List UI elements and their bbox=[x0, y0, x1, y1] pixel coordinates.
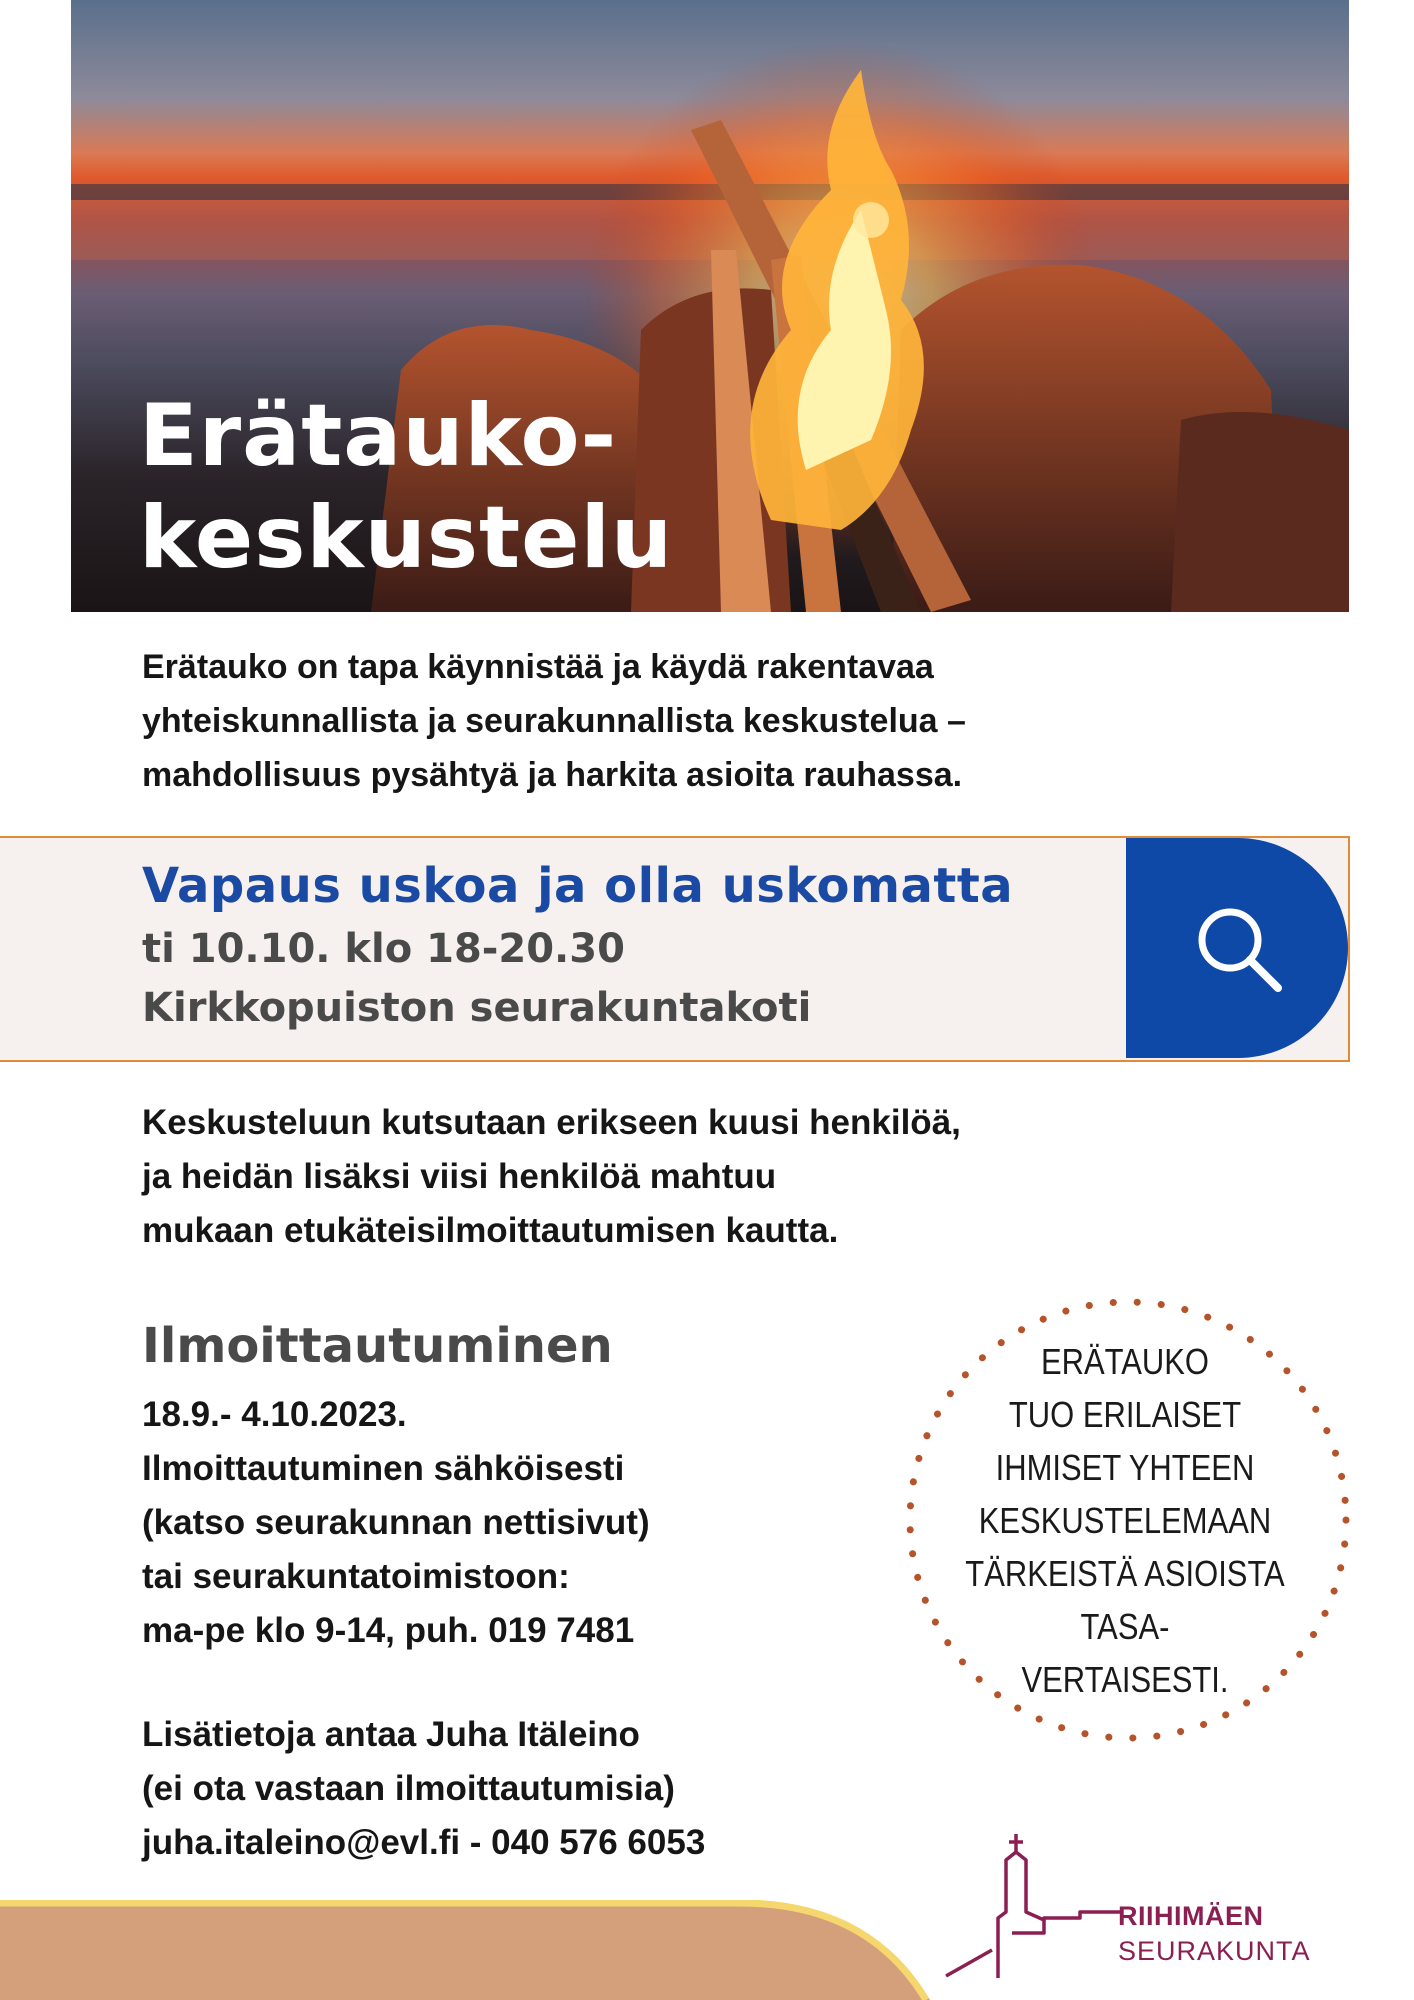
search-icon bbox=[1190, 900, 1290, 1000]
quote-line: TUO ERILAISET bbox=[1008, 1394, 1242, 1435]
quote-line: KESKUSTELEMAAN bbox=[978, 1500, 1272, 1541]
hero-title-line2: keskustelu bbox=[139, 488, 674, 588]
registration-details bbox=[142, 1388, 650, 1658]
registration-line: (katso seurakunnan nettisivut) bbox=[142, 1503, 650, 1542]
search-badge bbox=[1126, 838, 1348, 1058]
logo-subtitle: SEURAKUNTA bbox=[1118, 1936, 1311, 1966]
intro-paragraph bbox=[142, 640, 1262, 802]
quote-line: TASA- bbox=[1080, 1606, 1170, 1647]
registration-line: Ilmoittautuminen sähköisesti bbox=[142, 1449, 625, 1488]
event-place: Kirkkopuiston seurakuntakoti bbox=[142, 985, 812, 1031]
quote-line: TÄRKEISTÄ ASIOISTA bbox=[965, 1553, 1285, 1594]
quote-line: ERÄTAUKO bbox=[1040, 1341, 1210, 1382]
contact-email-phone[interactable]: juha.italeino@evl.fi - 040 576 6053 bbox=[142, 1823, 706, 1862]
hero-title-line1: Erätauko- bbox=[139, 386, 618, 486]
quote-text bbox=[928, 1335, 1322, 1706]
event-date: ti 10.10. klo 18-20.30 bbox=[142, 926, 625, 972]
quote-line: IHMISET YHTEEN bbox=[995, 1447, 1255, 1488]
hero-title bbox=[139, 385, 673, 589]
contact-line: (ei ota vastaan ilmoittautumisia) bbox=[142, 1769, 675, 1808]
intro-line: mahdollisuus pysähtyä ja harkita asioita rauhassa. bbox=[142, 756, 963, 794]
invite-line: ja heidän lisäksi viisi henkilöä mahtuu bbox=[142, 1157, 777, 1196]
invite-paragraph bbox=[142, 1096, 1142, 1258]
registration-line: ma-pe klo 9-14, puh. 019 7481 bbox=[142, 1611, 635, 1650]
logo-name: RIIHIMÄEN bbox=[1118, 1901, 1264, 1931]
invite-line: mukaan etukäteisilmoittautumisen kautta. bbox=[142, 1211, 839, 1250]
contact-line: Lisätietoja antaa Juha Itäleino bbox=[142, 1715, 640, 1754]
contact-details bbox=[142, 1708, 705, 1870]
registration-line: tai seurakuntatoimistoon: bbox=[142, 1557, 570, 1596]
registration-heading: Ilmoittautuminen bbox=[142, 1318, 613, 1374]
quote-line: VERTAISESTI. bbox=[1021, 1659, 1229, 1700]
event-title: Vapaus uskoa ja olla uskomatta bbox=[142, 858, 1014, 914]
church-logo-icon bbox=[940, 1828, 1120, 1978]
intro-line: yhteiskunnallista ja seurakunnallista keskustelua – bbox=[142, 702, 966, 740]
hero-photo bbox=[71, 0, 1349, 612]
registration-line: 18.9.- 4.10.2023. bbox=[142, 1395, 407, 1434]
intro-line: Erätauko on tapa käynnistää ja käydä rakentavaa bbox=[142, 648, 934, 686]
invite-line: Keskusteluun kutsutaan erikseen kuusi henkilöä, bbox=[142, 1103, 961, 1142]
